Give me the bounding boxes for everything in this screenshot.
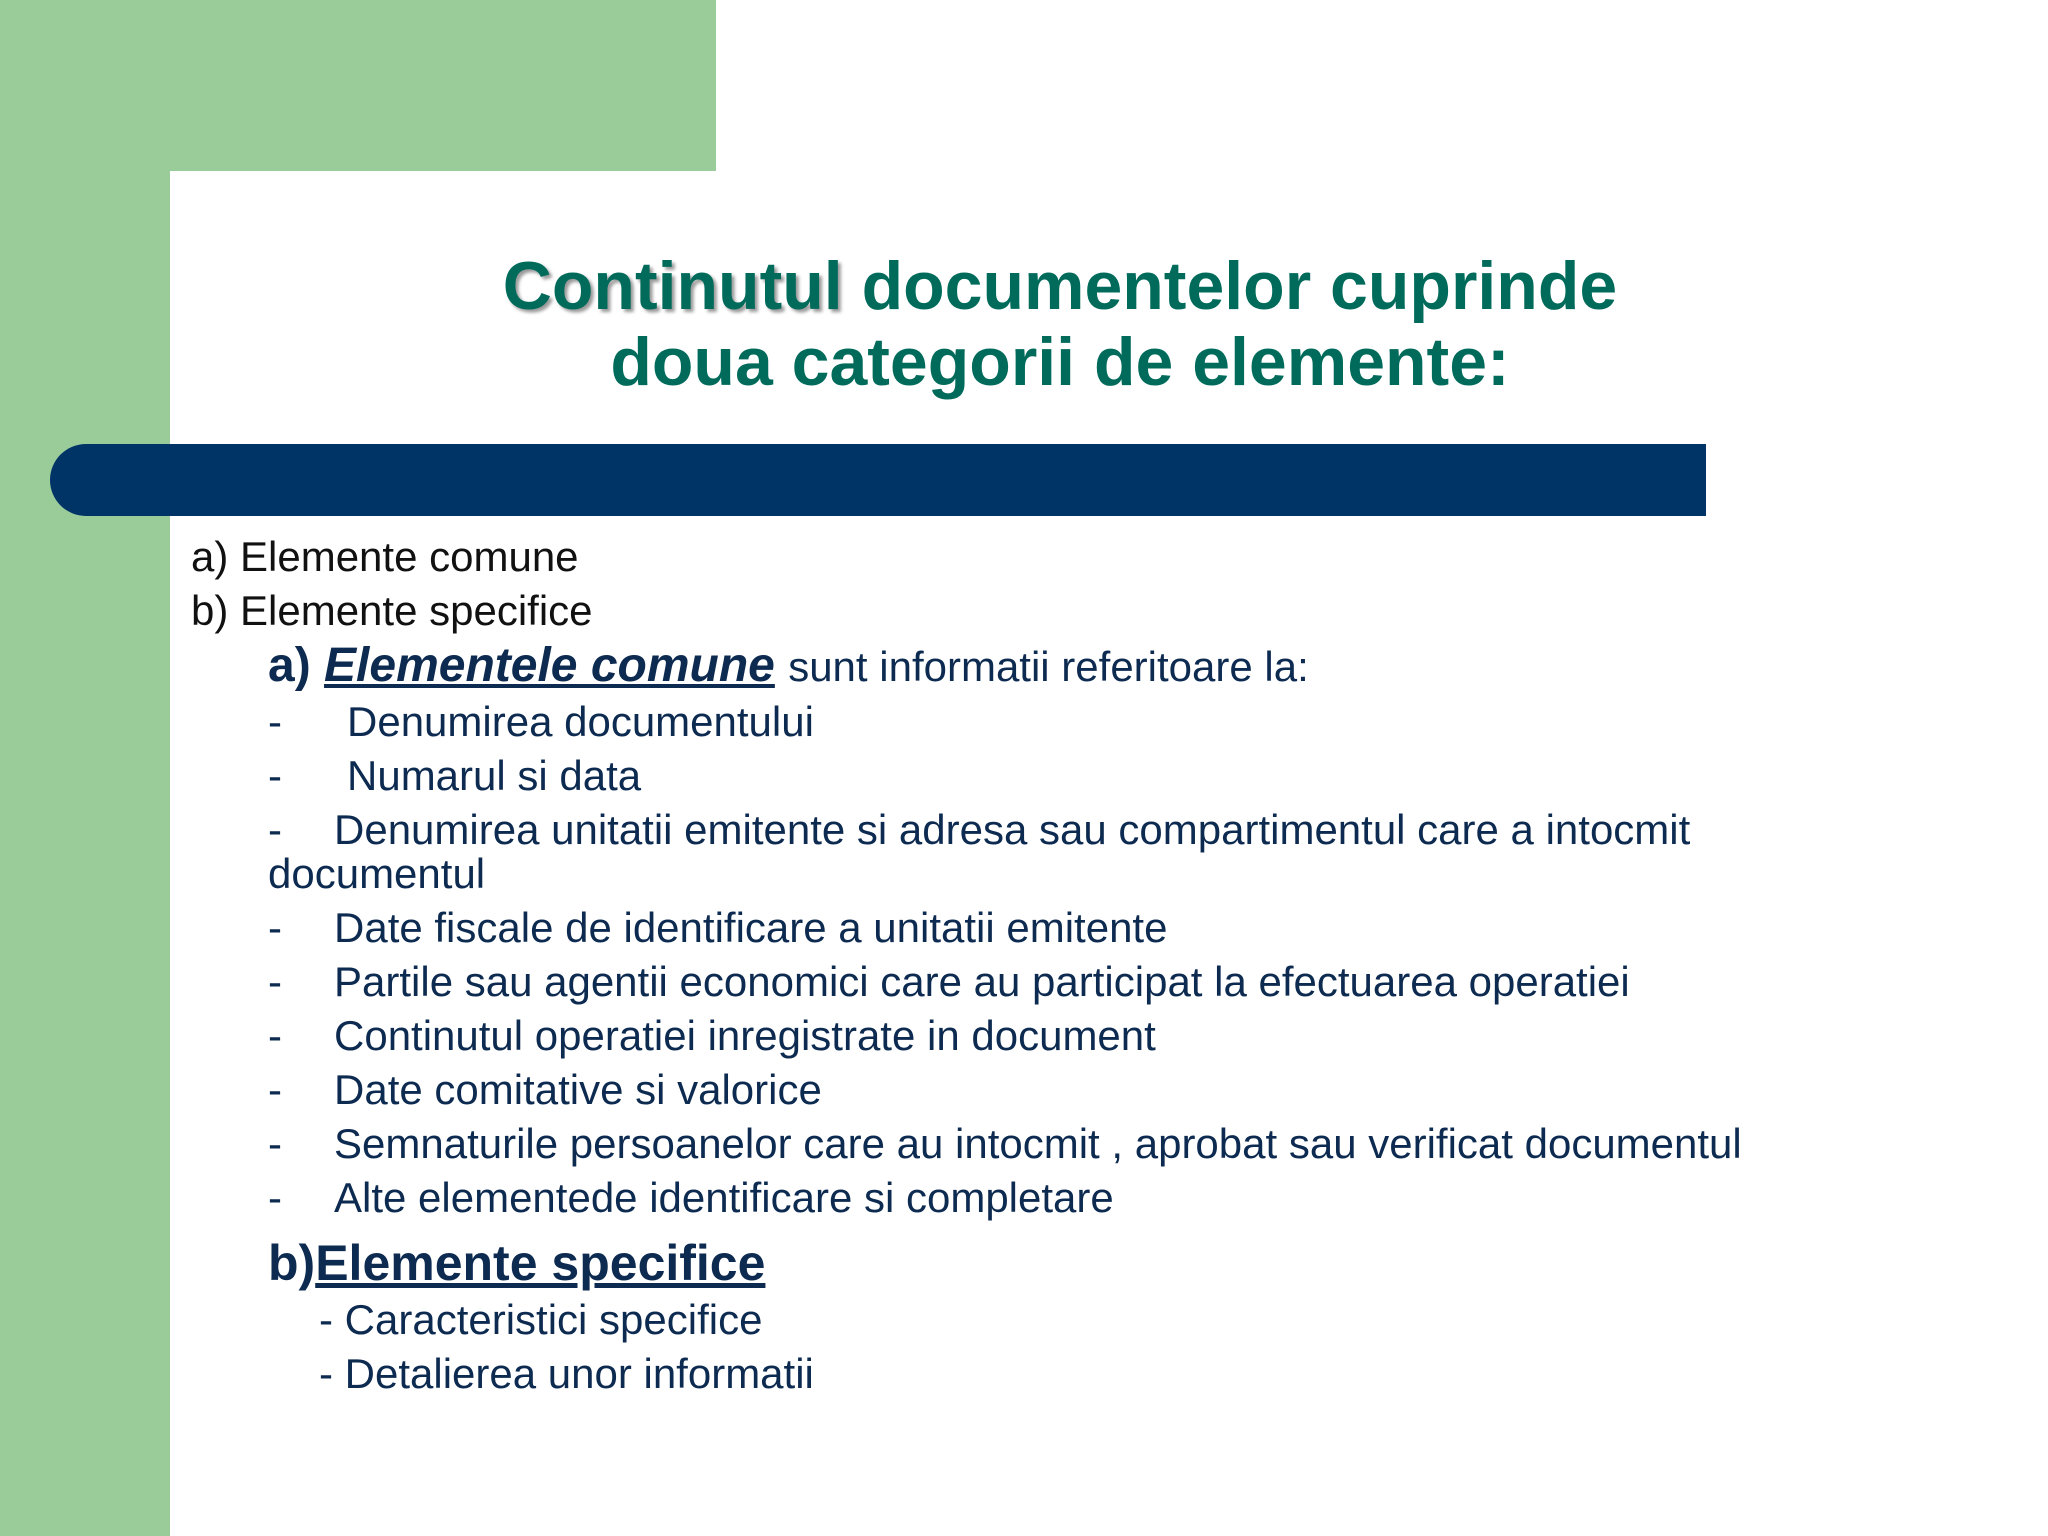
list-item-text: Numarul si data [347,752,642,799]
list-item-text: Denumirea unitatii emitente si adresa sau compartimentul care a intocmit documentul [268,806,1691,897]
bullet-dash: - [268,752,282,799]
bullet-dash: - [268,958,282,1005]
section-b-title: Elemente specifice [315,1235,766,1291]
title-divider-bar [50,444,1706,516]
bullet-dash: - [268,806,282,853]
list-item-text: Partile sau agentii economici care au participat la efectuarea operatiei [334,958,1630,1005]
title-rest: documentelor cuprinde [861,248,1618,324]
bullet-dash: - [268,904,282,951]
list-item-text: Date comitative si valorice [334,1066,822,1113]
title-line-1 [170,248,1950,324]
section-a-title: Elementele comune [324,639,775,692]
list-item [268,1063,2011,1117]
bullet-dash: - [268,698,282,745]
bullet-dash: - [268,1120,282,1167]
bullet-dash: - [268,1174,282,1221]
intro-item: a) Elemente comune [191,533,579,580]
list-item: - Caracteristici specifice [319,1296,763,1343]
list-item-text: Continutul operatiei inregistrate in document [334,1012,1156,1059]
list-item-text: Semnaturile persoanelor care au intocmit , aprobat sau verificat documentul [334,1120,1742,1167]
list-item [268,1009,2011,1063]
section-a-heading [268,638,2011,695]
list-item [268,901,2011,955]
list-item [268,955,2011,1009]
list-item-text: Date fiscale de identificare a unitatii emitente [334,904,1168,951]
green-side-band [0,0,170,1536]
section-a [191,638,2011,1401]
slide-content [191,530,2011,1401]
section-a-tail: sunt informatii referitoare la: [788,643,1309,690]
bullet-dash: - [268,1066,282,1113]
list-item [268,808,1848,896]
list-item-text: Denumirea documentului [347,698,814,745]
section-b-heading [268,1233,2011,1293]
list-item: - Detalierea unor informatii [319,1350,814,1397]
intro-item: b) Elemente specifice [191,587,593,634]
list-item [268,1117,2011,1171]
list-item [268,1171,2011,1225]
section-b-label: b) [268,1235,316,1291]
list-item-text: Alte elementede identificare si completare [334,1174,1114,1221]
title-highlight: Continutul [502,248,843,324]
list-item [268,695,2011,749]
green-top-band [0,0,716,171]
list-item [268,749,2011,803]
bullet-dash: - [268,1012,282,1059]
section-a-label: a) [268,639,311,692]
slide-title [170,248,1950,400]
title-line-2: doua categorii de elemente: [610,324,1510,400]
